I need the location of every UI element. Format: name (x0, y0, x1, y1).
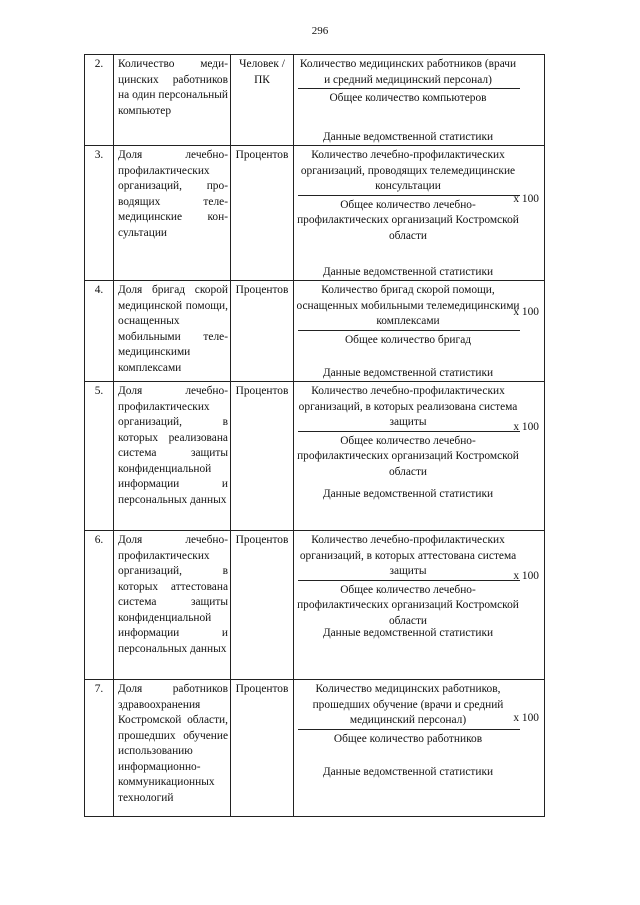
unit-of-measure: Процентов (231, 531, 294, 680)
indicator-name: Доля лечебно-профилактических организаций, в которых реализована система защиты конфиденциальной информации и персональных данных (118, 385, 228, 506)
formula-denominator: Общее количество лечебно-профилактических организаций Костромской области (297, 198, 519, 242)
row-number: 3. (85, 146, 114, 281)
indicator-name: Количество медицинских работников на один персональный компьютер (118, 58, 228, 117)
formula-numerator: Количество лечебно-профилактических организаций, проводящих телемедицинские консультации (300, 149, 516, 192)
fraction-line (298, 580, 520, 581)
table-row (85, 382, 545, 531)
row-number: 2. (85, 55, 114, 146)
fraction-line (298, 729, 520, 730)
formula-denominator: Общее количество работников (333, 732, 483, 745)
row-number: 4. (85, 281, 114, 382)
formula-numerator: Количество бригад скорой помощи, оснащенных мобильными телемедицинскими комплексами (296, 284, 520, 327)
table-row (85, 531, 545, 680)
formula-numerator: Количество медицинских работников, прошедших обучение (врачи и средний медицинский персонал) (312, 683, 504, 726)
table-row (85, 680, 545, 817)
formula-denominator: Общее количество лечебно-профилактических организаций Костромской области (297, 434, 519, 478)
formula-multiplier: х 100 (513, 570, 539, 582)
formula-multiplier: х 100 (513, 712, 539, 724)
data-source: Данные ведомственной статистики (322, 765, 494, 778)
formula-denominator: Общее количество компьютеров (329, 92, 487, 104)
row-number: 6. (85, 531, 114, 680)
fraction-line (298, 195, 520, 196)
formula-multiplier: х 100 (513, 193, 539, 205)
row-number: 5. (85, 382, 114, 531)
row-number: 7. (85, 680, 114, 817)
unit-of-measure: Человек / ПК (231, 55, 294, 146)
fraction-line (298, 431, 520, 432)
data-source: Данные ведомственной статистики (322, 487, 494, 500)
unit-of-measure: Процентов (231, 680, 294, 817)
data-source: Данные ведомственной статистики (322, 366, 494, 379)
calculation-formula (294, 146, 545, 281)
unit-of-measure: Процентов (231, 382, 294, 531)
calculation-formula (294, 680, 545, 817)
data-source: Данные ведомственной статистики (322, 265, 494, 278)
formula-denominator: Общее количество бригад (344, 333, 472, 346)
indicator-name: Доля работников здравоохранения Костромской области, прошедших обучение использованию информационно-коммуникационных технологий (118, 683, 228, 804)
data-source: Данные ведомственной статистики (322, 626, 494, 639)
calculation-formula (294, 281, 545, 382)
formula-multiplier: х 100 (513, 421, 539, 433)
calculation-formula (294, 55, 545, 146)
formula-numerator: Количество медицинских работников (врачи и средний медицинский персонал) (299, 58, 517, 86)
formula-multiplier: х 100 (513, 306, 539, 318)
data-source: Данные ведомственной статистики (322, 130, 494, 143)
table-row (85, 146, 545, 281)
formula-numerator: Количество лечебно-профилактических организаций, в которых реализована система защиты (298, 385, 518, 428)
indicator-table (84, 54, 545, 817)
table-row (85, 55, 545, 146)
indicator-name: Доля бригад скорой медицинской помощи, оснащенных мобильными телемедицинскими комплексами (118, 284, 228, 374)
unit-of-measure: Процентов (231, 281, 294, 382)
page-number: 296 (311, 25, 329, 37)
fraction-line (298, 88, 520, 89)
indicator-name: Доля лечебно-профилактических организаций, проводящих телемедицинские консультации (118, 149, 228, 239)
calculation-formula (294, 531, 545, 680)
formula-numerator: Количество лечебно-профилактических организаций, в которых аттестована система защиты (299, 534, 517, 577)
table-row (85, 281, 545, 382)
formula-denominator: Общее количество лечебно-профилактических организаций Костромской области (297, 583, 519, 627)
indicator-name: Доля лечебно-профилактических организаций, в которых аттестована система защиты конфиденциальной информации и персональных данных (118, 534, 228, 655)
fraction-line (298, 330, 520, 331)
calculation-formula (294, 382, 545, 531)
unit-of-measure: Процентов (231, 146, 294, 281)
